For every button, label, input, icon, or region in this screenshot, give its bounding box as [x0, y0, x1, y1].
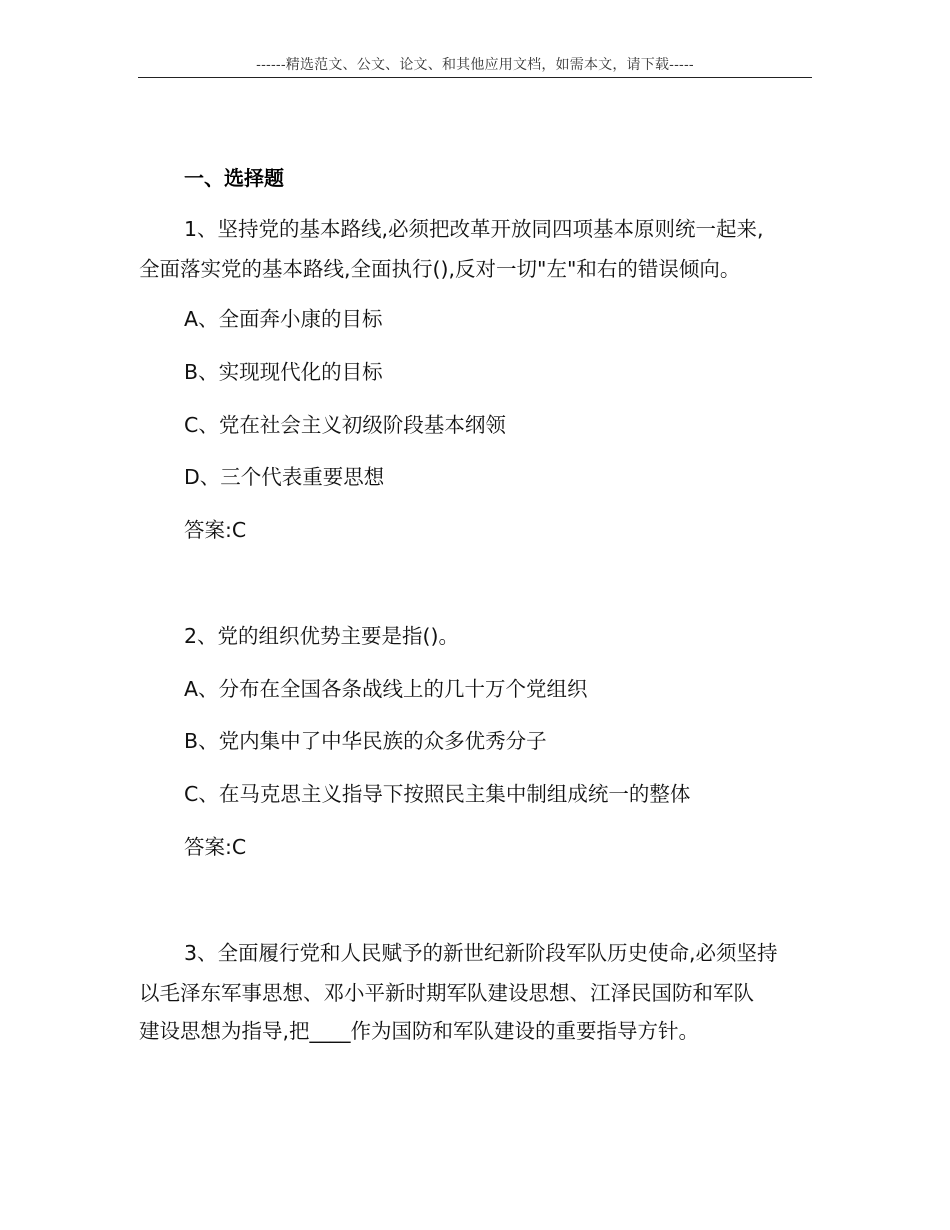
page-header: ------精选范文、公文、论文、和其他应用文档，如需本文，请下载-----: [256, 57, 694, 73]
question-1-option-a: A、全面奔小康的目标: [184, 307, 383, 331]
question-2-option-a: A、分布在全国各条战线上的几十万个党组织: [184, 677, 588, 701]
question-2-answer: 答案:C: [184, 835, 247, 859]
question-1-option-c: C、党在社会主义初级阶段基本纲领: [184, 413, 506, 437]
question-1-option-b: B、实现现代化的目标: [184, 360, 383, 384]
question-2-option-b: B、党内集中了中华民族的众多优秀分子: [184, 729, 547, 753]
question-2-stem-line-1: 2、党的组织优势主要是指()。: [184, 624, 460, 648]
question-3-stem-line-2: 以毛泽东军事思想、邓小平新时期军队建设思想、江泽民国防和军队: [139, 981, 754, 1005]
question-2-option-c: C、在马克思主义指导下按照民主集中制组成统一的整体: [184, 782, 691, 806]
question-3-stem-line-3: 建设思想为指导,把____作为国防和军队建设的重要指导方针。: [139, 1019, 700, 1043]
question-1-stem-line-1: 1、坚持党的基本路线,必须把改革开放同四项基本原则统一起来,: [184, 217, 764, 241]
section-title: 一、选择题: [184, 166, 284, 190]
question-1-stem-line-2: 全面落实党的基本路线,全面执行(),反对一切"左"和右的错误倾向。: [139, 257, 741, 281]
question-1-answer: 答案:C: [184, 518, 247, 542]
question-1-option-d: D、三个代表重要思想: [184, 465, 385, 489]
question-3-stem-line-1: 3、全面履行党和人民赋予的新世纪新阶段军队历史使命,必须坚持: [184, 941, 778, 965]
header-divider: [138, 77, 812, 78]
